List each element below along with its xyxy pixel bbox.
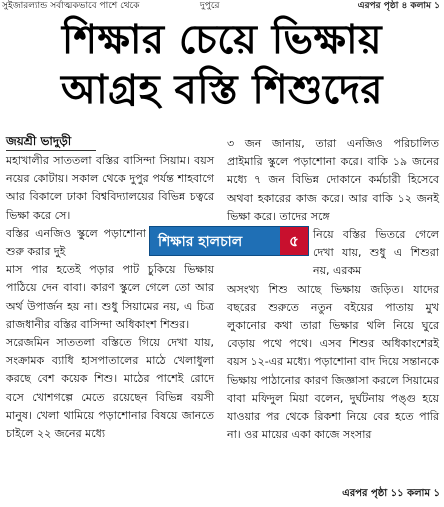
article-column-1 — [6, 152, 214, 443]
col1-para1-top: মহাখালীর সাততলা বস্তির বাসিন্দা সিয়াম। বয়স নয়ের কোটায়। সকাল থেকে দুপুর পর্যন্ত শাহবাগে আর বিকালে ঢাকা বিশ্ববিদ্যালয়ের বিভিন্ন চত্বরে ভিক্ষা করে সে। — [6, 154, 214, 222]
series-badge-label: শিক্ষার হালচাল — [158, 234, 243, 250]
top-strip-middle-text: দুপুরে — [200, 1, 220, 11]
headline — [0, 14, 444, 114]
col2-para-top: ৩ জন জানায়, তারা এনজিও পরিচালিত প্রাইমারি স্কুলে পড়াশোনা করে। বাকি ১৯ জনের মধ্যে ৭ জন বিভিন্ন দোকানে কর্মচারী হিসেবে অথবা হকারের কাজ করে। আর বাকি ১২ জনই ভিক্ষা করে। তাদের সঙ্গে — [227, 137, 439, 223]
headline-line-2: আগ্রহ বস্তি শিশুদের — [60, 66, 384, 113]
top-strip-left-text: সুইজারল্যান্ড সর্বাত্মকভাবে পাশে থেকে — [2, 1, 140, 11]
top-strip — [0, 0, 444, 14]
series-badge — [149, 226, 309, 256]
col1-para2: সরেজমিন সাততলা বস্তিতে গিয়ে দেখা যায়, সংক্রামক ব্যাধি হাসপাতালের মাঠে খেলাধুলা করছে বেশ কয়েক শিশু। মাঠের পাশেই রোদে বসে খোশগল্পে মেতে রয়েছেন বিভিন্ন বয়সী মানুষ। খেলা থামিয়ে পড়াশোনার বিষয়ে জানতে চাইলে ২২ জনের মধ্যে — [6, 336, 214, 441]
article-column-2 — [227, 135, 439, 444]
continuation-note: এরপর পৃষ্ঠা ১১ কলাম ১ — [342, 488, 440, 499]
byline-underline — [6, 150, 96, 151]
col1-para1-beside-badge: বস্তির এনজিও স্কুলে পড়াশোনা শুরু করার দুই — [6, 226, 146, 259]
top-strip-jump-text: এরপর পৃষ্ঠা ৪ কলাম ১ — [357, 1, 440, 11]
series-badge-number: ৫ — [280, 227, 308, 255]
col2-para-beside-badge: নিয়ে বস্তির ভিতরে গেলে দেখা যায়, শুধু এ শিশুরা নয়, এরকম — [313, 228, 439, 278]
headline-line-1: শিক্ষার চেয়ে ভিক্ষায় — [61, 16, 383, 63]
byline: জয়শ্রী ভাদুড়ী — [6, 134, 72, 148]
col2-para-after-badge: অসংখ্য শিশু আছে ভিক্ষায় জড়িত। যাদের বছরের শুরুতে নতুন বইয়ের পাতায় মুখ লুকানোর কথা তারা ভিক্ষার থলি নিয়ে ঘুরে বেড়ায় পথে পথে। এসব শিশুর অধিকাংশেরই বয়স ১২-এর মধ্যে। পড়াশোনা বাদ দিয়ে সন্তানকে ভিক্ষায় পাঠানোর কারণ জিজ্ঞাসা করলে সিয়ামের বাবা মফিদুল মিয়া বলেন, দুর্ঘটনায় পঙ্গু হয়ে যাওয়ার পর থেকে রিকশা নিয়ে বের হতে পারি না। ওর মায়ের একা কাজে সংসার — [227, 282, 439, 442]
col1-para1-after-badge: মাস পার হতেই পড়ার পাট চুকিয়ে ভিক্ষায় পাঠিয়ে দেন বাবা। কারণ স্কুলে গেলে তো আর অর্থ উপার্জন হয় না। শুধু সিয়ামের নয়, এ চিত্র রাজধানীর বস্তির বাসিন্দা অধিকাংশ শিশুর। — [6, 263, 214, 331]
